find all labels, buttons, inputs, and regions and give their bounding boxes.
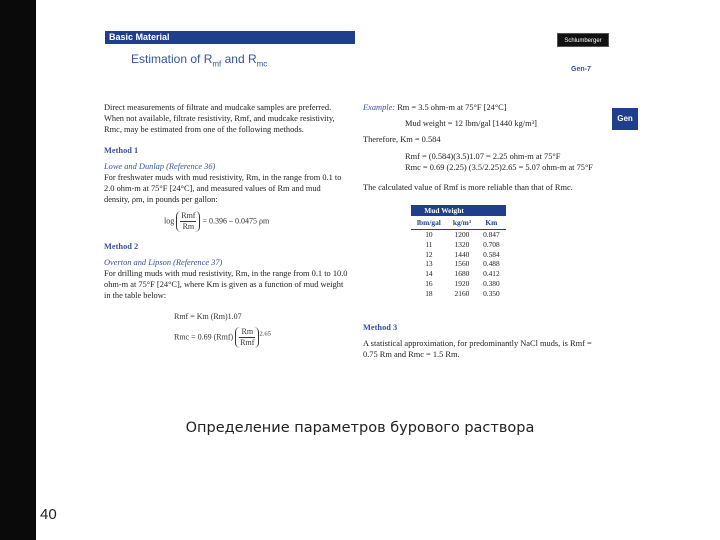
example-label: Example: (363, 103, 396, 112)
column-header: kg/m³ (447, 216, 477, 230)
left-column (104, 102, 348, 348)
table-row: 11 1320 0.708 (425, 239, 500, 249)
doc-title: Estimation of $R_{mf}$ and $R_{mc}$ (131, 52, 268, 69)
method1-heading: Method 1 (104, 145, 139, 155)
slide-caption: Определение параметров бурового раствора (185, 420, 535, 436)
intro-paragraph: Direct measurements of filtrate and mudcake samples are preferred. When not available, filtrate resistivity, Rmf, and mudcake resistivity, Rmc, may be estimated from one of the following methods. (104, 103, 335, 135)
chapter-tab: Gen (612, 108, 638, 130)
column-header: lbm/gal (411, 216, 447, 230)
method1-text: For freshwater muds with mud resistivity, Rm, in the range from 0.1 to 2.0 ohm-m at 75°F [24°C], and measured values of Rm and mud density, ρm, in pounds per gallon: (104, 173, 342, 205)
table-row: 12 1440 0.584 (425, 249, 500, 259)
right-column (363, 102, 608, 193)
table-title: Mud Weight (411, 205, 477, 216)
example-line-4: Rmf = (0.584)(3.5)1.07 = 2.25 ohm-m at 75°F (405, 151, 561, 161)
page-number: 40 (40, 506, 57, 523)
mud-weight-table (411, 205, 506, 299)
method2-reference: Overton and Lipson (Reference 37) (104, 257, 223, 267)
column-header: Km (477, 216, 506, 230)
example-line-5: Rmc = 0.69 (2.25) (3.5/2.25)2.65 = 5.07 ohm-m at 75°F (405, 162, 593, 172)
method2-text: For drilling muds with mud resistivity, Rm, in the range from 0.1 to 10.0 ohm-m at 75°F [24°C], where Km is given as a function of mud weight in the table below: (104, 269, 348, 301)
example-note: The calculated value of Rmf is more reliable than that of Rmc. (363, 183, 573, 193)
example-line-1: Rm = 3.5 ohm-m at 75°F [24°C] (397, 103, 507, 112)
method3-text: A statistical approximation, for predominantly NaCl muds, is Rmf = 0.75 Rm and Rmc = 1.5 Rm. (363, 339, 592, 360)
table-row: 16 1920 0.380 (425, 278, 500, 288)
method3-heading: Method 3 (363, 323, 398, 332)
section-banner: Basic Material (105, 31, 355, 44)
method1-reference: Lowe and Dunlap (Reference 36) (104, 161, 216, 171)
table-row: 10 1200 0.847 (425, 230, 500, 239)
table-row: 18 2160 0.350 (425, 288, 500, 298)
company-logo: Schlumberger (557, 33, 609, 47)
equation-3: Rmc = 0.69 (Rmf) $\frac{Rm}{\text{Rmf}}$ $^{2.65}$ (174, 326, 272, 347)
method2-heading: Method 2 (104, 241, 139, 251)
equation-1: log $\frac{\text{Rmf}}{Rm}$ = 0.396 – 0.0475 ρm (164, 210, 270, 231)
table-row: 13 1560 0.488 (425, 259, 500, 269)
equation-2: Rmf = Km (Rm)1.07 (174, 311, 242, 321)
slide-sidebar (0, 0, 36, 540)
method3-block (363, 322, 608, 361)
table-row: 14 1680 0.412 (425, 269, 500, 279)
example-line-2: Mud weight = 12 lbm/gal [1440 kg/m³] (405, 119, 537, 129)
example-line-3: Therefore, Km = 0.584 (363, 135, 441, 145)
chapter-code: Gen-7 (571, 66, 591, 73)
